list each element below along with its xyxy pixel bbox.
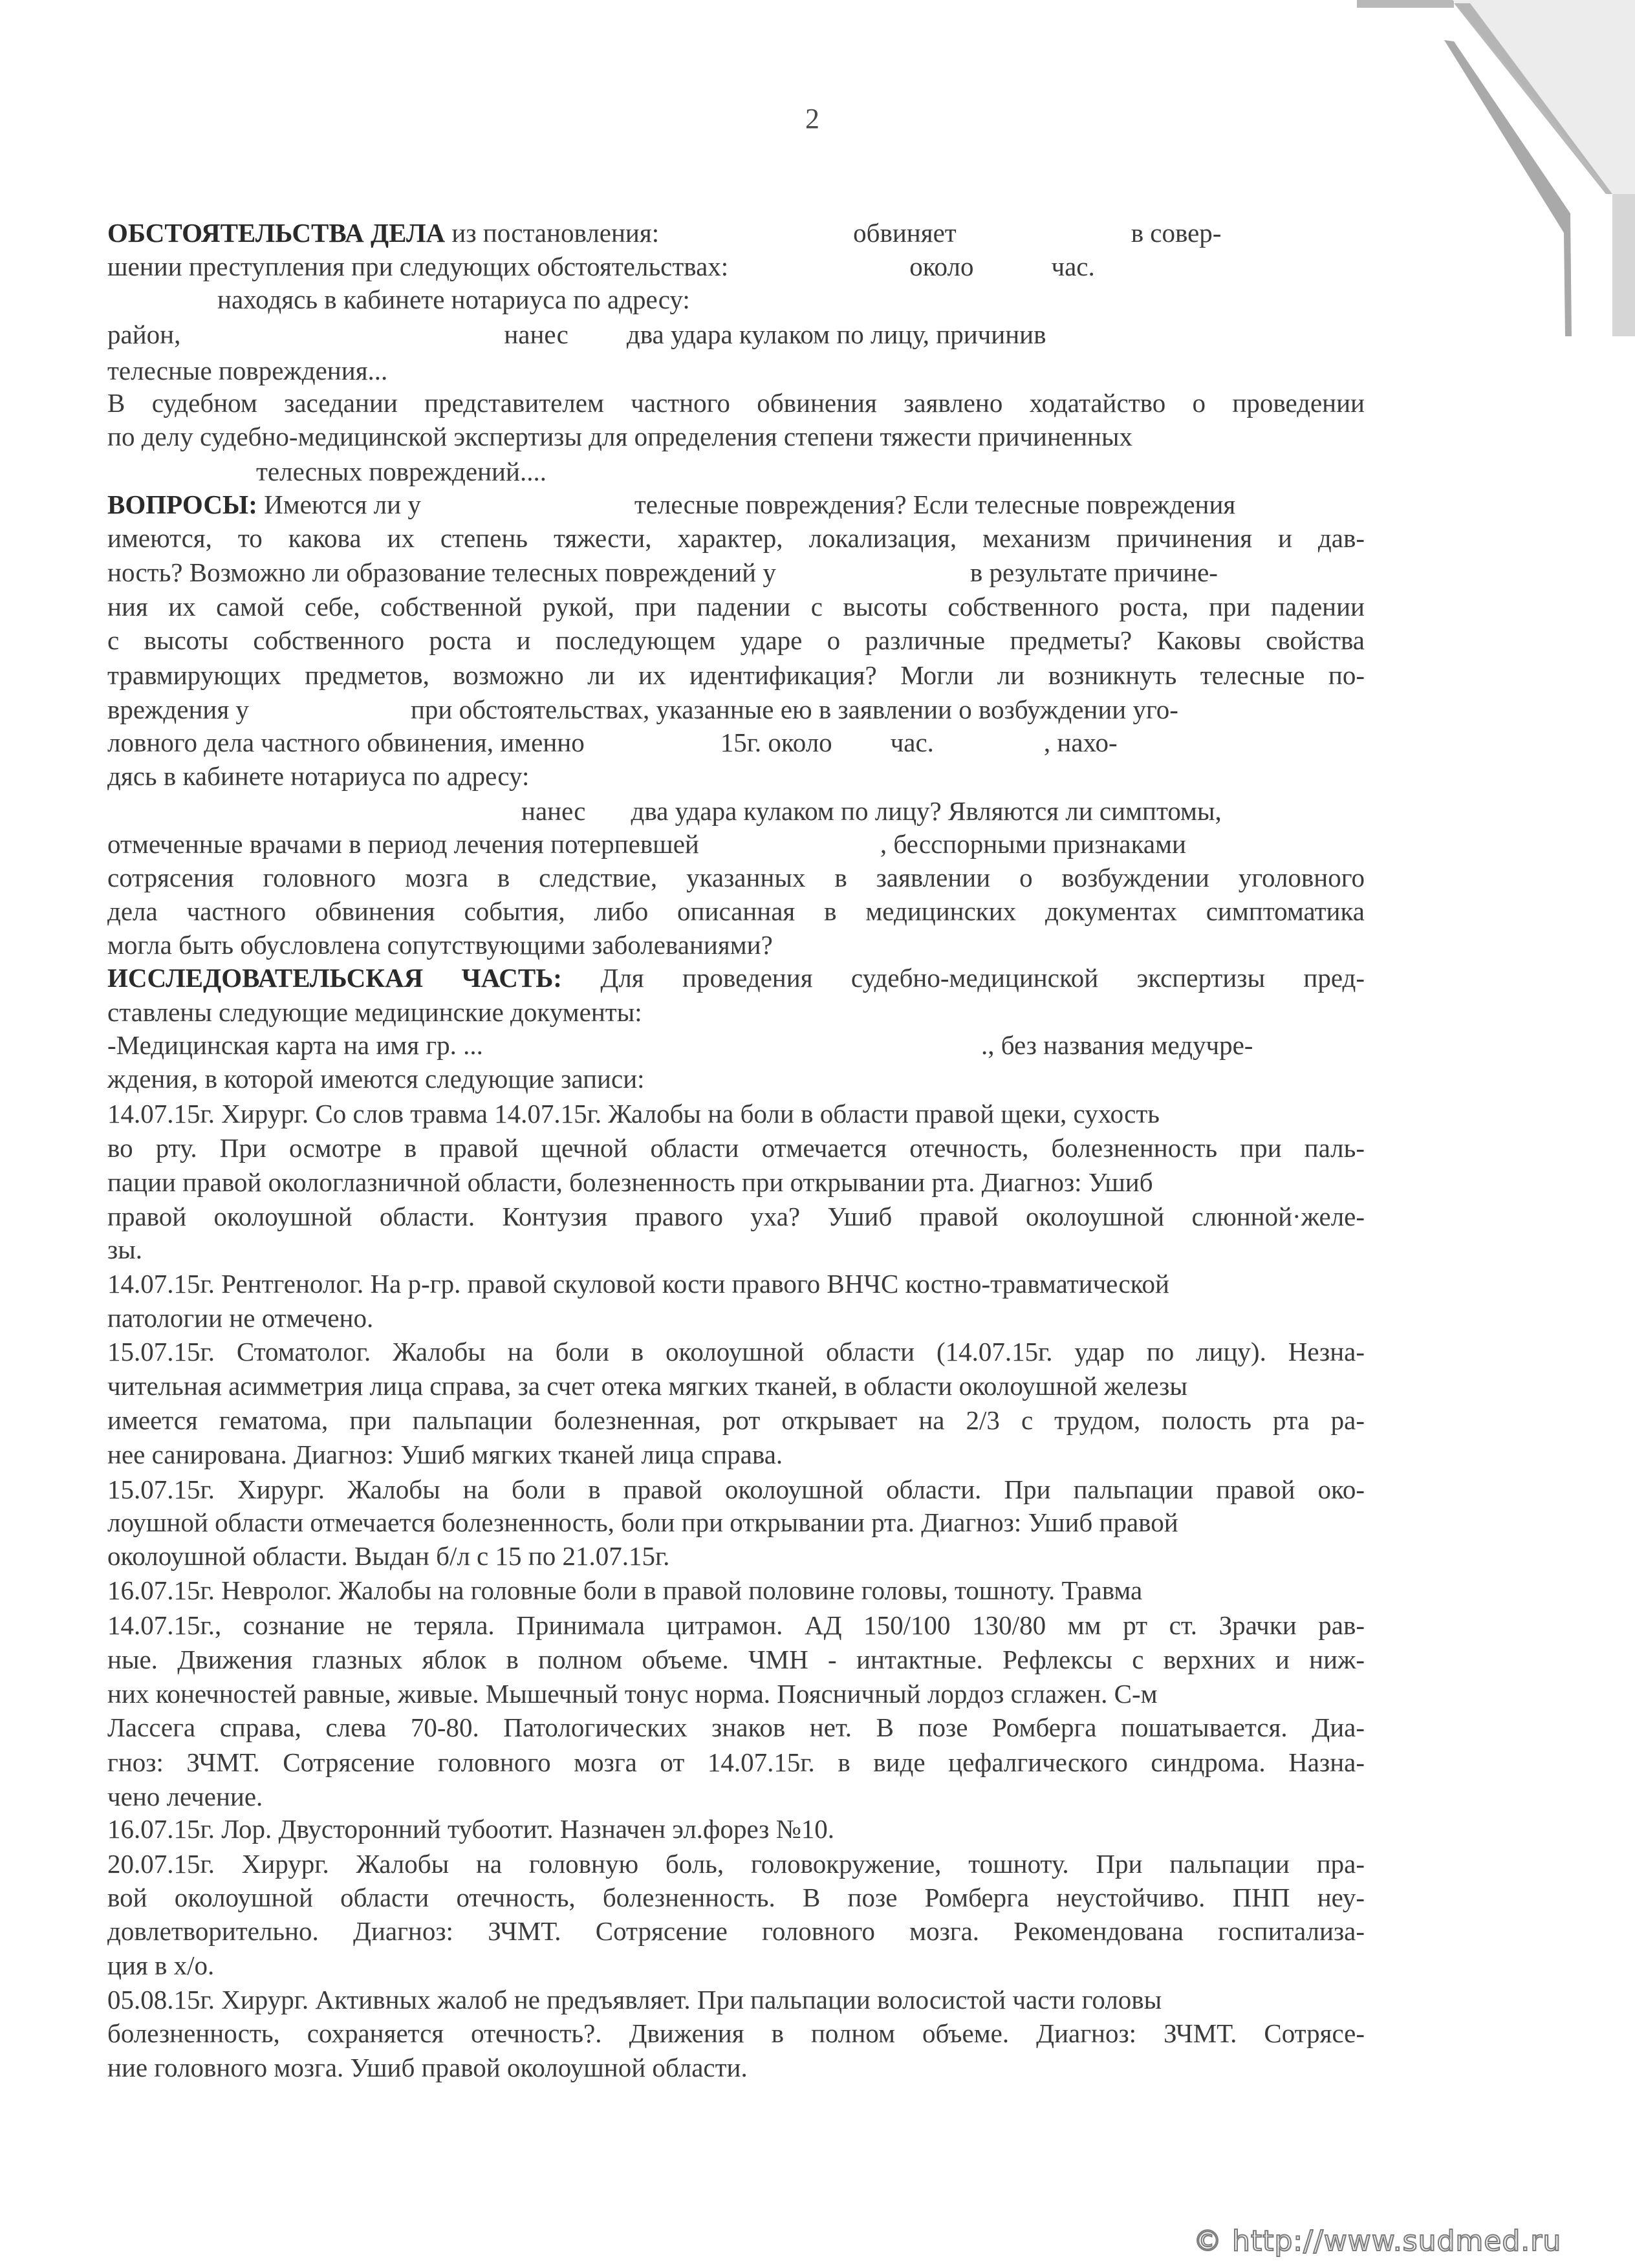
research-line: [107, 1335, 1365, 1368]
research-line: [107, 1029, 1365, 1061]
research-line: [107, 1848, 1365, 1880]
questions-line: [107, 895, 1365, 927]
text-fragment: район,: [107, 319, 181, 349]
questions-line: [107, 488, 1365, 521]
research-line: [107, 1063, 1365, 1095]
circumstances-line: [107, 354, 1365, 387]
circumstances-line: [256, 455, 1365, 488]
text-fragment: 15.07.15г. Стоматолог. Жалобы на боли в околоушной области (14.07.15г. удар по лицу). Незна-: [107, 1337, 1365, 1366]
research-line: [107, 1132, 1365, 1164]
text-fragment: с высоты собственного роста и последующем ударе о различные предметы? Каковы свойства: [107, 625, 1365, 655]
text-fragment: вреждения у: [107, 695, 249, 724]
text-fragment: лоушной области отмечается болезненность, боли при открывании рта. Диагноз: Ушиб правой: [107, 1507, 1178, 1537]
text-fragment: , бесспорными признаками: [880, 829, 1186, 859]
research-line: [107, 1746, 1365, 1778]
text-fragment: обвиняет: [853, 218, 957, 248]
research-line: [107, 1915, 1365, 1947]
research-line: [107, 1166, 1365, 1198]
text-fragment: дясь в кабинете нотариуса по адресу:: [107, 761, 530, 791]
text-fragment: правой околоушной области. Контузия правого уха? Ушиб правой околоушной слюнной·желе-: [107, 1202, 1365, 1231]
text-fragment: вой околоушной области отечность, болезненность. В позе Ромберга неустойчиво. ПНП неу-: [107, 1883, 1365, 1912]
text-fragment: ., без названия медучре-: [980, 1030, 1253, 1060]
research-line: [107, 1540, 1365, 1572]
research-line: [107, 1233, 1365, 1266]
text-fragment: ставлены следующие медицинские документы:: [107, 997, 642, 1027]
text-fragment: Лассега справа, слева 70-80. Патологических знаков нет. В позе Ромберга пошатывается. Диа-: [107, 1712, 1365, 1742]
text-fragment: 16.07.15г. Невролог. Жалобы на головные боли в правой половине головы, тошноту. Травма: [107, 1575, 1143, 1605]
text-fragment: ния их самой себе, собственной рукой, при падении с высоты собственного роста, при падении: [107, 592, 1365, 621]
circumstances-line: [107, 420, 1365, 453]
questions-line: [107, 624, 1365, 656]
text-fragment: чено лечение.: [107, 1782, 263, 1811]
text-fragment: зы.: [107, 1235, 142, 1264]
research-line: [107, 2017, 1365, 2049]
circumstances-line: [107, 387, 1365, 419]
research-line: [107, 1404, 1365, 1436]
text-fragment: по делу судебно-медицинской экспертизы для определения степени тяжести причиненных: [107, 422, 1133, 451]
research-line: [107, 1097, 1365, 1130]
research-line: [107, 1643, 1365, 1676]
text-fragment: дела частного обвинения события, либо описанная в медицинских документах симптоматика: [107, 896, 1365, 926]
text-fragment: 14.07.15г., сознание не теряла. Принимала цитрамон. АД 150/100 130/80 мм рт ст. Зрачки рав-: [107, 1610, 1365, 1640]
questions-line: [107, 726, 1365, 759]
text-fragment: 14.07.15г. Хирург. Со слов травма 14.07.15г. Жалобы на боли в области правой щеки, сухость: [107, 1099, 1160, 1129]
research-line: [107, 1574, 1365, 1606]
text-fragment: ность? Возможно ли образование телесных повреждений у: [107, 557, 776, 587]
questions-line: [107, 590, 1365, 623]
text-fragment: болезненность, сохраняется отечность?. Движения в полном объеме. Диагноз: ЗЧМТ. Сотрясе-: [107, 2018, 1365, 2048]
text-fragment: отмеченные врачами в период лечения потерпевшей: [107, 829, 699, 859]
text-fragment: могла быть обусловлена сопутствующими заболеваниями?: [107, 930, 773, 960]
text-fragment: гноз: ЗЧМТ. Сотрясение головного мозга от 14.07.15г. в виде цефалгического синдрома. Назна-: [107, 1747, 1365, 1777]
questions-line: [107, 659, 1365, 691]
research-line: [107, 1711, 1365, 1744]
research-line: [107, 1302, 1365, 1334]
questions-line: [107, 522, 1365, 554]
page-number: 2: [805, 103, 819, 135]
text-fragment: -Медицинская карта на имя гр. ...: [107, 1030, 483, 1060]
research-line: [107, 1609, 1365, 1641]
text-fragment: два удара кулаком по лицу? Являются ли симптомы,: [631, 796, 1222, 826]
questions-line: [107, 861, 1365, 894]
text-fragment: ция в х/о.: [107, 1950, 215, 1980]
research-line: [107, 1881, 1365, 1914]
text-fragment: телесных повреждений....: [256, 457, 547, 486]
questions-line: [107, 693, 1365, 726]
text-fragment: 14.07.15г. Рентгенолог. На р-гр. правой скуловой кости правого ВНЧС костно-травматической: [107, 1269, 1169, 1299]
text-fragment: чительная асимметрия лица справа, за счет отека мягких тканей, в области околоушной железы: [107, 1371, 1187, 1401]
circumstances-line: [107, 318, 1365, 351]
circumstances-line: [107, 250, 1365, 283]
research-line: [107, 1983, 1365, 2016]
circumstances-heading: ОБСТОЯТЕЛЬСТВА ДЕЛА: [107, 218, 446, 248]
research-line: [107, 1438, 1365, 1471]
text-fragment: 20.07.15г. Хирург. Жалобы на головную боль, головокружение, тошноту. При пальпации пра-: [107, 1849, 1365, 1879]
circumstances-line: [107, 217, 1365, 249]
text-fragment: околоушной области. Выдан б/л с 15 по 21.07.15г.: [107, 1541, 670, 1571]
questions-line: [521, 795, 1365, 827]
questions-line: [107, 760, 1365, 792]
text-fragment: В судебном заседании представителем частного обвинения заявлено ходатайство о проведении: [107, 388, 1365, 418]
circumstances-line: [217, 283, 1365, 316]
research-line: [107, 1268, 1365, 1300]
text-fragment: 05.08.15г. Хирург. Активных жалоб не предъявляет. При пальпации волосистой части головы: [107, 1985, 1162, 2014]
text-fragment: при обстоятельствах, указанные ею в заявлении о возбуждении уго-: [410, 695, 1178, 724]
text-fragment: нанес: [521, 796, 586, 826]
questions-line: [107, 929, 1365, 961]
text-fragment: находясь в кабинете нотариуса по адресу:: [217, 285, 690, 314]
text-fragment: патологии не отмечено.: [107, 1303, 374, 1333]
text-fragment: в результате причине-: [969, 557, 1218, 587]
text-fragment: ние головного мозга. Ушиб правой околоушной области.: [107, 2053, 748, 2082]
research-line: [107, 1370, 1365, 1402]
text-fragment: 16.07.15г. Лор. Двусторонний тубоотит. Назначен эл.форез №10.: [107, 1814, 834, 1844]
research-line: [107, 1678, 1365, 1710]
text-fragment: во рту. При осмотре в правой щечной области отмечается отечность, болезненность при паль-: [107, 1133, 1365, 1163]
questions-heading: ВОПРОСЫ:: [107, 490, 257, 519]
text-fragment: травмирующих предметов, возможно ли их идентификация? Могли ли возникнуть телесные по-: [107, 660, 1365, 690]
text-fragment: час.: [890, 728, 934, 757]
questions-line: [107, 828, 1365, 860]
text-fragment: Для проведения судебно-медицинской экспертизы пред-: [600, 963, 1365, 993]
research-line: [107, 1813, 1365, 1845]
text-fragment: Имеются ли у: [264, 490, 421, 519]
research-line: [107, 1949, 1365, 1982]
research-line: [107, 1473, 1365, 1506]
text-fragment: них конечностей равные, живые. Мышечный тонус норма. Поясничный лордоз сглажен. С-м: [107, 1679, 1158, 1709]
text-fragment: имеются, то какова их степень тяжести, характер, локализация, механизм причинения и дав-: [107, 523, 1365, 553]
text-fragment: ловного дела частного обвинения, именно: [107, 728, 585, 757]
questions-line: [107, 556, 1365, 589]
text-fragment: довлетворительно. Диагноз: ЗЧМТ. Сотрясение головного мозга. Рекомендована госпитализа-: [107, 1916, 1365, 1946]
text-fragment: ные. Движения глазных яблок в полном объеме. ЧМН - интактные. Рефлексы с верхних и ниж-: [107, 1645, 1365, 1674]
text-fragment: , нахо-: [1043, 728, 1118, 757]
text-fragment: шении преступления при следующих обстоятельствах:: [107, 252, 729, 281]
research-line: [107, 962, 1365, 994]
text-fragment: два удара кулаком по лицу, причинив: [626, 319, 1046, 349]
folded-corner-shadow: [1357, 0, 1635, 336]
text-fragment: 15.07.15г. Хирург. Жалобы на боли в правой околоушной области. При пальпации правой око-: [107, 1474, 1365, 1504]
text-fragment: из постановления:: [451, 218, 660, 248]
research-heading: ИССЛЕДОВАТЕЛЬСКАЯ ЧАСТЬ:: [107, 963, 562, 993]
text-fragment: нанес: [504, 319, 568, 349]
text-fragment: ждения, в которой имеются следующие записи:: [107, 1064, 645, 1094]
text-fragment: телесные повреждения...: [107, 356, 388, 385]
research-line: [107, 1506, 1365, 1539]
research-line: [107, 996, 1365, 1028]
research-line: [107, 1780, 1365, 1813]
text-fragment: пации правой окологлазничной области, болезненность при открывании рта. Диагноз: Ушиб: [107, 1167, 1153, 1197]
text-fragment: в совер-: [1131, 218, 1222, 248]
text-fragment: сотрясения головного мозга в следствие, указанных в заявлении о возбуждении уголовного: [107, 863, 1365, 892]
text-fragment: около: [909, 252, 974, 281]
text-fragment: час.: [1051, 252, 1095, 281]
text-fragment: 15г. около: [720, 728, 832, 757]
watermark: © http://www.sudmed.ru: [1193, 2225, 1562, 2258]
text-fragment: имеется гематома, при пальпации болезненная, рот открывает на 2/3 с трудом, полость рта ра-: [107, 1405, 1365, 1435]
text-fragment: нее санирована. Диагноз: Ушиб мягких тканей лица справа.: [107, 1440, 783, 1469]
research-line: [107, 1200, 1365, 1233]
research-line: [107, 2051, 1365, 2084]
text-fragment: телесные повреждения? Если телесные повреждения: [634, 490, 1236, 519]
